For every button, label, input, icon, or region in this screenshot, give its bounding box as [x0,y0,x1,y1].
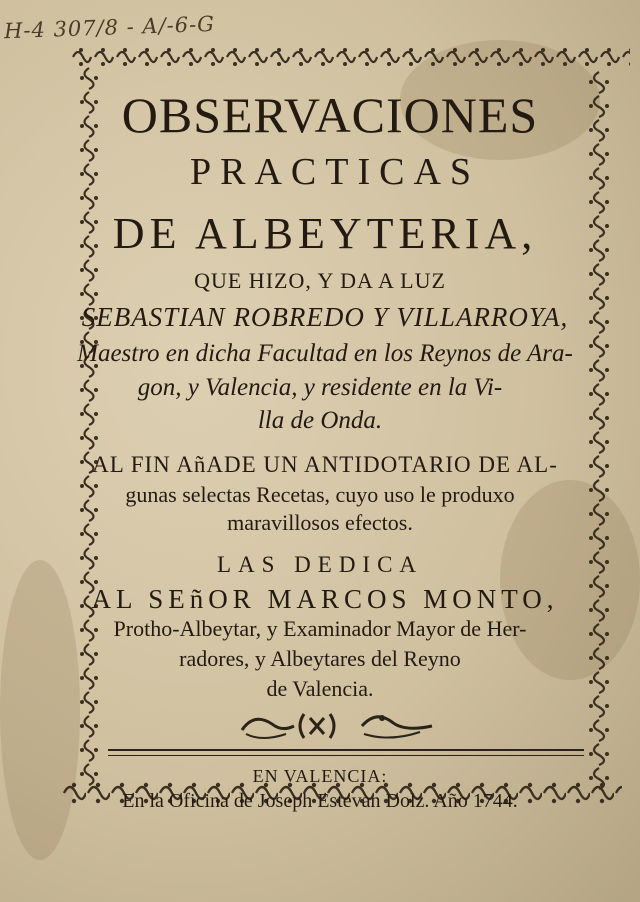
addition-line-1: AL FIN AñADE UN ANTIDOTARIO DE AL- [92,452,558,477]
author-name: SEBASTIAN ROBREDO Y VILLARROYA, [81,302,569,332]
imprint-place: EN VALENCIA: [252,766,388,786]
author-credentials-3: lla de Onda. [257,407,383,434]
author-intro: QUE HIZO, Y DA A LUZ [194,268,446,293]
title-line-observaciones: OBSERVACIONES [121,87,539,143]
author-credentials-1: Maestro en dicha Facultad en los Reynos de Ara- [77,340,573,367]
title-line-albeyteria: DE ALBEYTERIA, [112,209,538,258]
printer-ornament [232,704,442,748]
imprint-printer: En la Oficina de Joseph Estevan Dolz. Año 1744. [122,790,518,812]
addition-line-3: maravillosos efectos. [227,510,413,535]
horizontal-rule [108,749,584,756]
dedicatee-title-2: radores, y Albeytares del Reyno [179,646,461,671]
dedicatee-title-1: Protho-Albeytar, y Examinador Mayor de Her- [113,616,527,641]
dedicatee-name: AL SEñOR MARCOS MONTO, [91,584,559,614]
handwritten-shelf-mark: H-4 307/8 - A/-6-G [3,11,216,44]
dedicatee-title-3: de Valencia. [266,676,374,701]
title-line-practicas: PRACTICAS [189,151,481,193]
ornamental-border-top [70,44,630,70]
addition-line-2: gunas selectas Recetas, cuyo uso le produxo [125,482,515,507]
dedication-heading: LAS DEDICA [216,552,424,577]
author-credentials-2: gon, y Valencia, y residente en la Vi- [137,374,503,401]
